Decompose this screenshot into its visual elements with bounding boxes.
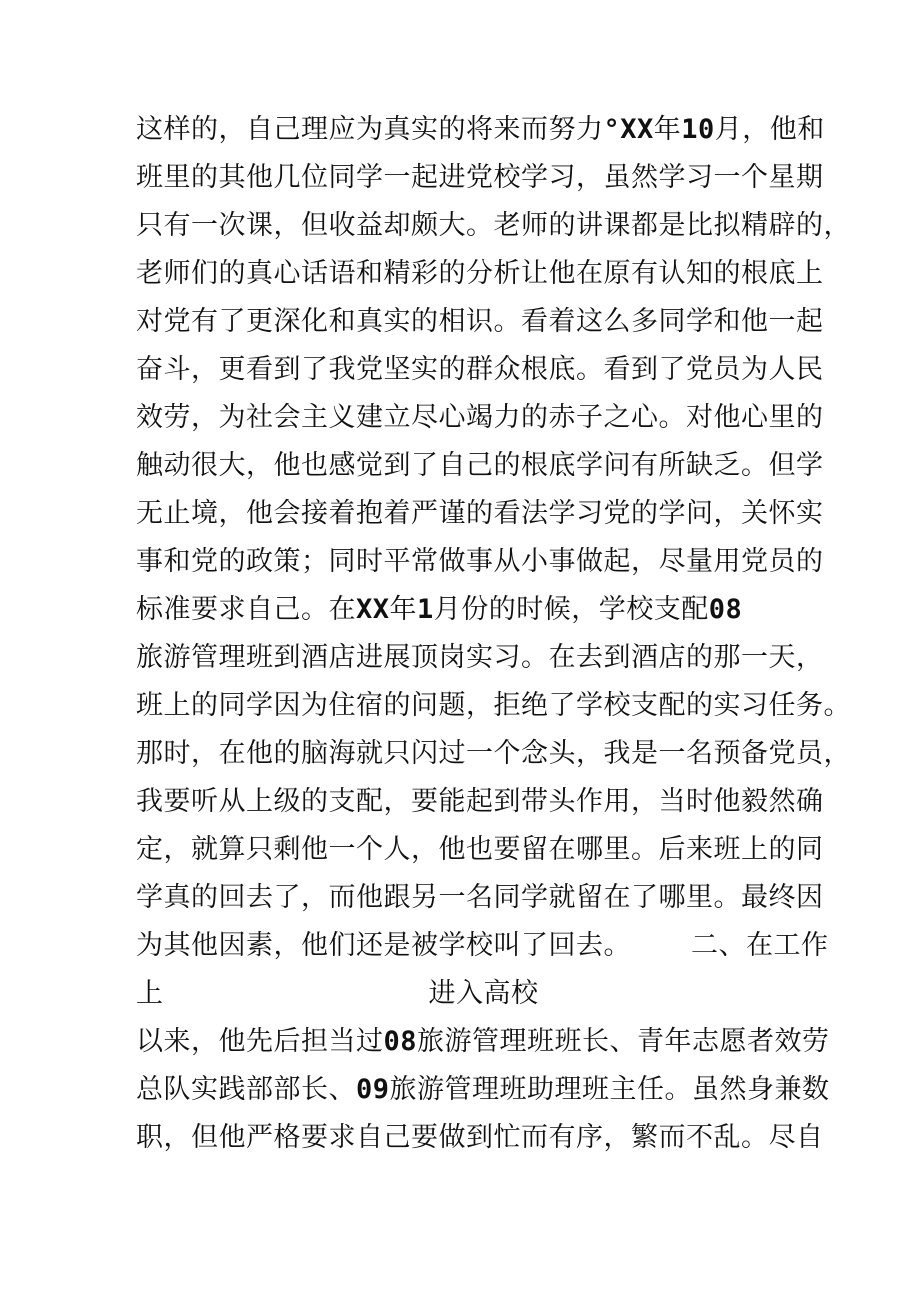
text-line: 那时，在他的脑海就只闪过一个念头，我是一名预备党员，: [136, 738, 851, 769]
text-line: 为其他因素，他们还是被学校叫了回去。 二、在工作: [136, 930, 829, 961]
text-line: 对党有了更深化和真实的相识。看着这么多同学和他一起: [136, 306, 824, 337]
section-heading: 二、在工作: [691, 930, 829, 961]
text-line: 以来，他先后担当过08旅游管理班班长、青年志愿者效劳: [136, 1026, 830, 1057]
text-line: 职，但他严格要求自己要做到忙而有序，繁而不乱。尽自: [136, 1122, 824, 1153]
text-line: 只有一次课，但收益却颇大。老师的讲课都是比拟精辟的，: [136, 210, 851, 241]
text-line: 定，就算只剩他一个人，他也要留在哪里。后来班上的同: [136, 834, 824, 865]
text-line: 班上的同学因为住宿的问题，拒绝了学校支配的实习任务。: [136, 690, 851, 721]
text-line: 无止境，他会接着抱着严谨的看法学习党的学问，关怀实: [136, 498, 824, 529]
text-line: 总队实践部部长、09旅游管理班助理班主任。虽然身兼数: [136, 1074, 830, 1105]
text-line: 我要听从上级的支配，要能起到带头作用，当时他毅然确: [136, 786, 824, 817]
text-line: 这样的，自己理应为真实的将来而努力°XX年10月，他和: [136, 114, 825, 145]
text-line: 老师们的真心话语和精彩的分析让他在原有认知的根底上: [136, 258, 824, 289]
text-line: 班里的其他几位同学一起进党校学习，虽然学习一个星期: [136, 162, 824, 193]
text-line: 上 进入高校: [136, 978, 539, 1009]
text-line: 效劳，为社会主义建立尽心竭力的赤子之心。对他心里的: [136, 402, 824, 433]
text-line: 事和党的政策；同时平常做事从小事做起，尽量用党员的: [136, 546, 824, 577]
text-line: 标准要求自己。在XX年1月份的时候，学校支配08: [136, 594, 743, 625]
text-line: 旅游管理班到酒店进展顶岗实习。在去到酒店的那一天，: [136, 642, 824, 673]
text-line: 学真的回去了，而他跟另一名同学就留在了哪里。最终因: [136, 882, 824, 913]
text-line: 触动很大，他也感觉到了自己的根底学问有所缺乏。但学: [136, 450, 824, 481]
text-line: 奋斗，更看到了我党坚实的群众根底。看到了党员为人民: [136, 354, 824, 385]
